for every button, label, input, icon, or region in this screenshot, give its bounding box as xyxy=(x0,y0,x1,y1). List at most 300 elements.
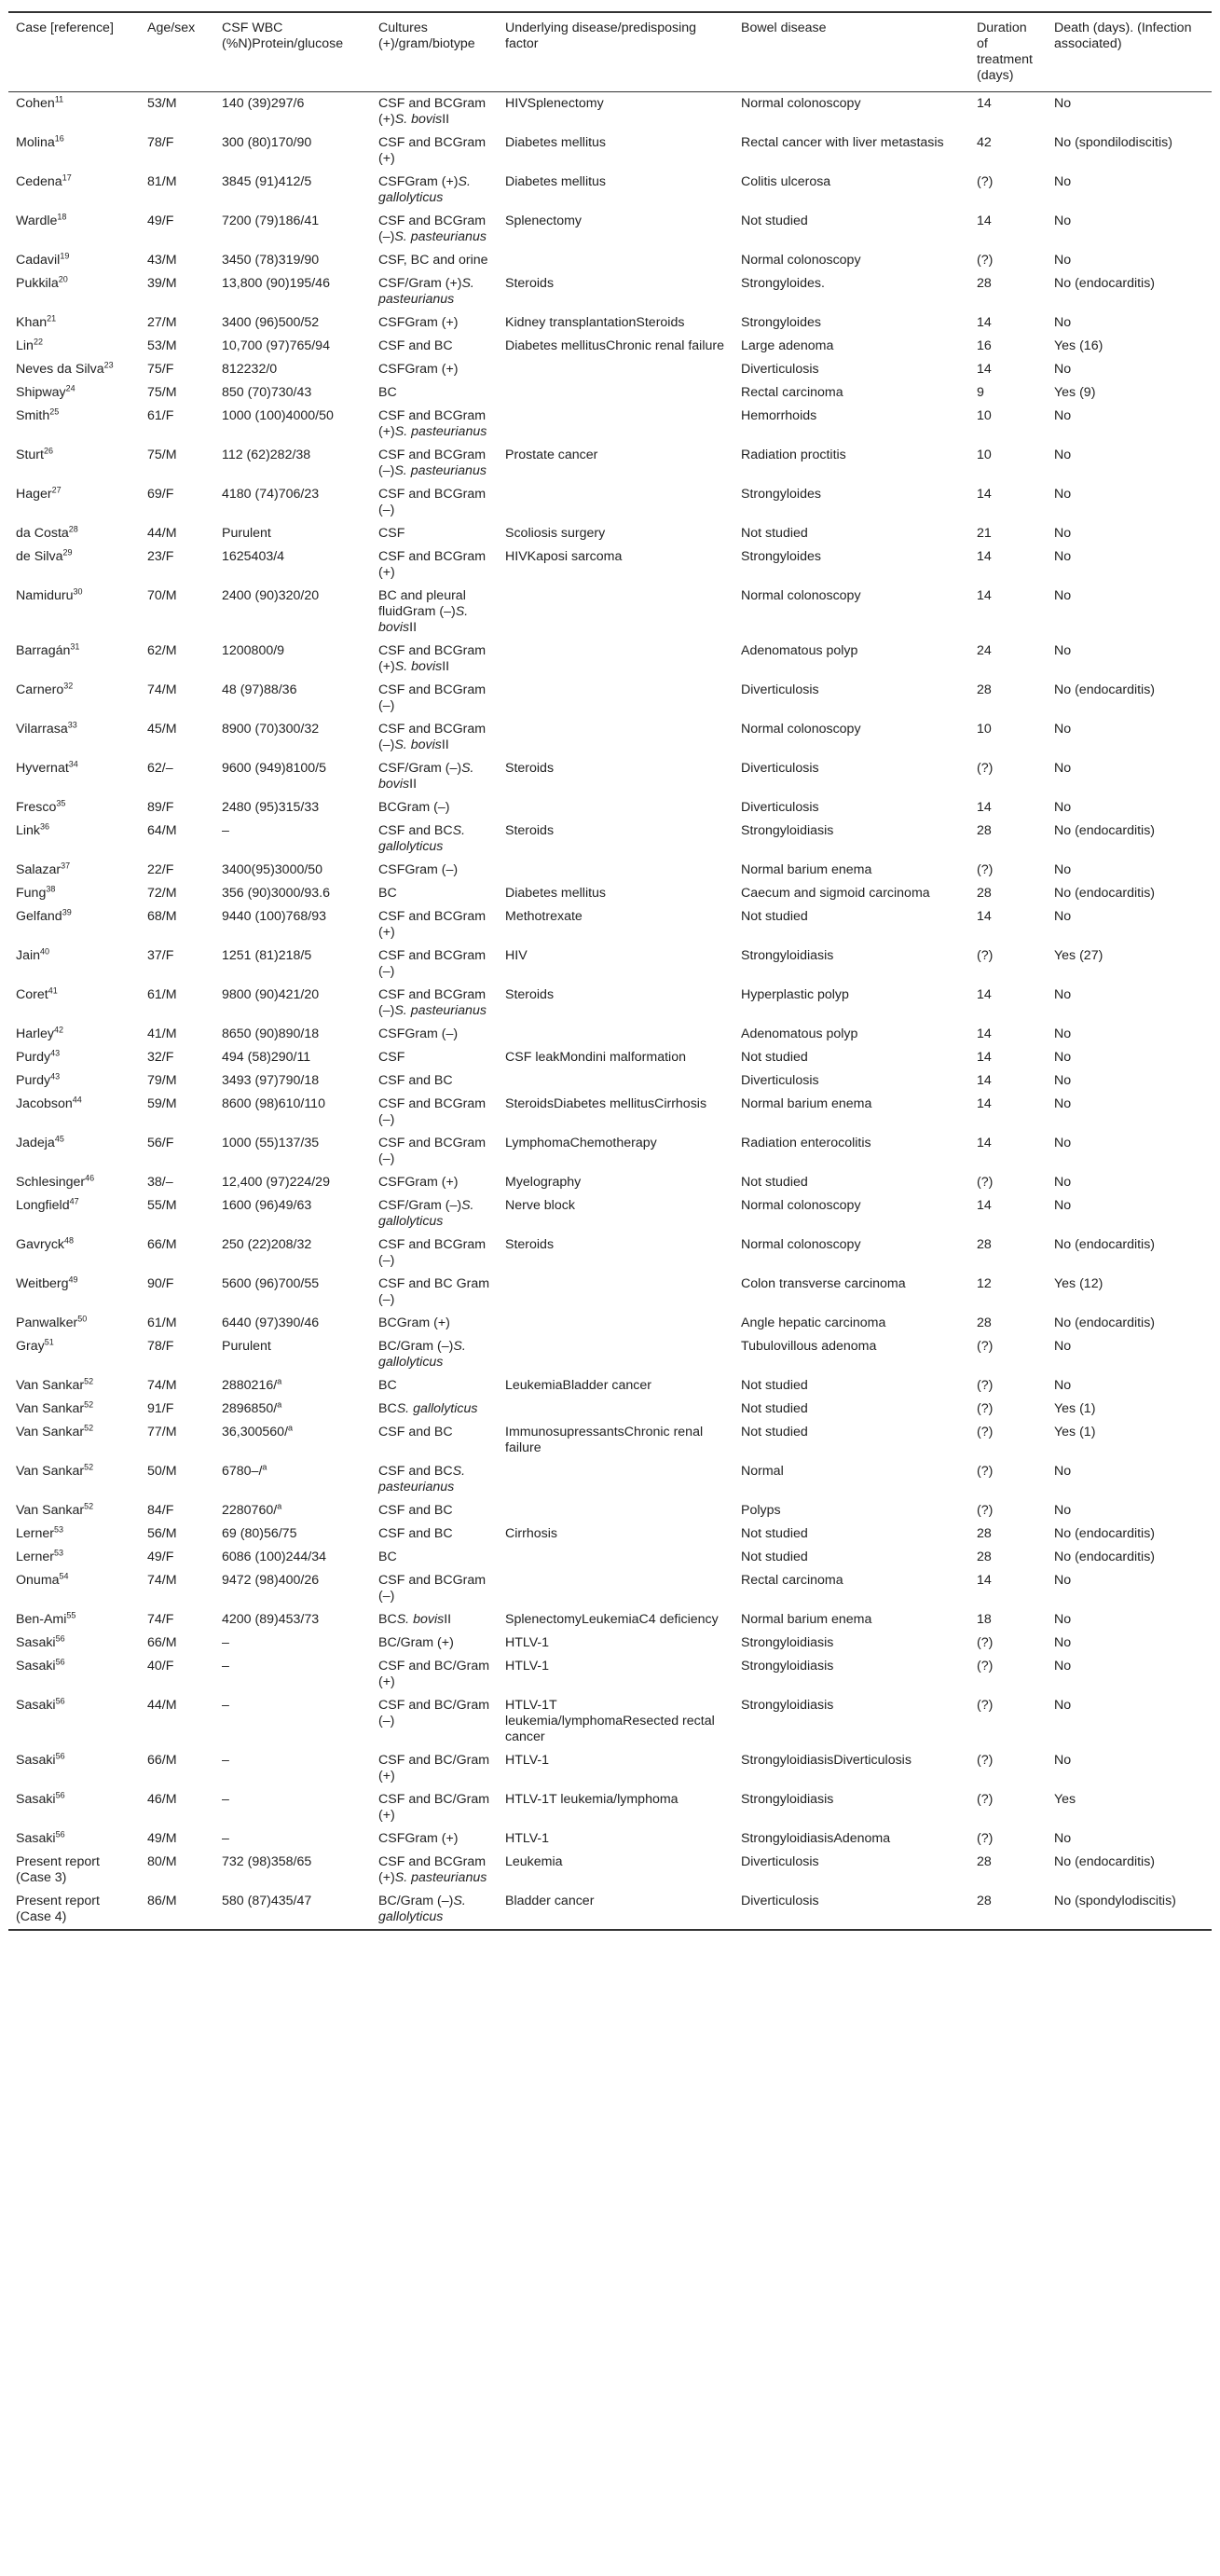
cell-death xyxy=(1047,757,1212,796)
row-spacer xyxy=(1054,604,1204,613)
cell-age-sex xyxy=(140,1093,214,1132)
death-text: No (endocarditis) xyxy=(1054,1316,1156,1330)
cell-death xyxy=(1047,1608,1212,1632)
cell-case xyxy=(8,1069,140,1093)
reference-number: 56 xyxy=(55,1790,65,1800)
reference-number: 20 xyxy=(58,274,68,284)
duration-text: 14 xyxy=(977,1073,992,1088)
death-text: No xyxy=(1054,487,1072,502)
cell-underlying xyxy=(498,859,733,882)
death-text: No xyxy=(1054,1753,1072,1768)
duration-text: (?) xyxy=(977,174,994,189)
death-text: No xyxy=(1054,1831,1072,1846)
cell-underlying xyxy=(498,1788,733,1827)
cell-bowel xyxy=(733,483,969,522)
duration-text: 14 xyxy=(977,909,992,924)
cell-case xyxy=(8,381,140,405)
cell-case xyxy=(8,1335,140,1374)
death-text: No xyxy=(1054,1136,1072,1150)
bowel-text: Rectal carcinoma xyxy=(741,385,843,400)
cell-underlying xyxy=(498,171,733,210)
cell-bowel xyxy=(733,796,969,820)
cell-death xyxy=(1047,1312,1212,1335)
cell-underlying xyxy=(498,358,733,381)
death-text: Yes (1) xyxy=(1054,1401,1096,1416)
age-sex: 80/M xyxy=(147,1854,177,1869)
cell-death xyxy=(1047,1569,1212,1608)
reference-number: 50 xyxy=(77,1314,88,1324)
reference-number: 26 xyxy=(43,446,53,456)
reference-number: 23 xyxy=(103,360,114,370)
cell-case xyxy=(8,483,140,522)
cell-bowel xyxy=(733,1398,969,1421)
death-text: No (spondylodiscitis) xyxy=(1054,1894,1176,1908)
cell-case xyxy=(8,1312,140,1335)
cell-case xyxy=(8,1890,140,1930)
cell-age-sex xyxy=(140,1312,214,1335)
underlying-text: Methotrexate xyxy=(505,909,583,924)
csf-footnote-mark: a xyxy=(277,1501,282,1511)
row-spacer xyxy=(1054,463,1204,473)
bowel-text: Normal xyxy=(741,1464,784,1479)
cell-csf xyxy=(214,1171,371,1194)
bowel-text: Not studied xyxy=(741,1050,808,1065)
csf-values: 2280760/ xyxy=(222,1503,278,1518)
cell-csf xyxy=(214,905,371,944)
reference-number: 54 xyxy=(59,1571,69,1581)
underlying-text: Scoliosis surgery xyxy=(505,526,606,541)
table-row xyxy=(8,1569,1212,1608)
bowel-text: Hemorrhoids xyxy=(741,408,817,423)
cell-cultures xyxy=(371,1827,498,1851)
age-sex: 56/M xyxy=(147,1526,177,1541)
csf-values: 6440 (97)390/46 xyxy=(222,1316,320,1330)
case-name: Present report (Case 4) xyxy=(16,1894,100,1924)
age-sex: 61/M xyxy=(147,987,177,1002)
death-text: No xyxy=(1054,96,1072,111)
cell-csf xyxy=(214,1827,371,1851)
culture-text: BC xyxy=(378,886,397,901)
cell-age-sex xyxy=(140,1890,214,1930)
cell-duration xyxy=(969,444,1047,483)
bowel-text: Normal colonoscopy xyxy=(741,253,861,268)
duration-text: 28 xyxy=(977,823,992,838)
cell-duration xyxy=(969,358,1047,381)
duration-text: 14 xyxy=(977,800,992,815)
bowel-text: Diverticulosis xyxy=(741,1894,819,1908)
death-text: No xyxy=(1054,1635,1072,1650)
cell-age-sex xyxy=(140,545,214,585)
duration-text: (?) xyxy=(977,1464,994,1479)
bowel-text: Normal barium enema xyxy=(741,862,872,877)
duration-text: 14 xyxy=(977,1096,992,1111)
age-sex: 56/F xyxy=(147,1136,174,1150)
duration-text: 28 xyxy=(977,276,992,291)
culture-text: CSF/Gram (–) xyxy=(378,1198,462,1213)
culture-text: CSF and BC/Gram (+) xyxy=(378,1792,490,1823)
underlying-text: HTLV-1 xyxy=(505,1753,550,1768)
reference-number: 46 xyxy=(85,1173,95,1183)
bowel-text: Normal barium enema xyxy=(741,1612,872,1627)
cell-death xyxy=(1047,249,1212,272)
cell-case xyxy=(8,1273,140,1312)
cell-cultures xyxy=(371,757,498,796)
underlying-text: HTLV-1T leukemia/lymphomaResected rectal cancer xyxy=(505,1698,715,1744)
cell-age-sex xyxy=(140,171,214,210)
cell-case xyxy=(8,444,140,483)
cell-case xyxy=(8,272,140,311)
case-name: Sasaki xyxy=(16,1635,56,1650)
cell-duration xyxy=(969,1069,1047,1093)
culture-text: CSFGram (–) xyxy=(378,1026,459,1041)
csf-values: 1600 (96)49/63 xyxy=(222,1198,312,1213)
case-name: Sasaki xyxy=(16,1792,56,1807)
cell-underlying xyxy=(498,335,733,358)
cell-duration xyxy=(969,1522,1047,1546)
cell-death xyxy=(1047,1335,1212,1374)
culture-text: BC/Gram (–) xyxy=(378,1339,454,1354)
csf-values: – xyxy=(222,1792,229,1807)
duration-text: (?) xyxy=(977,1339,994,1354)
table-row xyxy=(8,92,1212,132)
csf-values: 1251 (81)218/5 xyxy=(222,948,312,963)
duration-text: (?) xyxy=(977,1503,994,1518)
cell-age-sex xyxy=(140,1069,214,1093)
age-sex: 74/M xyxy=(147,1378,177,1393)
cell-duration xyxy=(969,1608,1047,1632)
table-row xyxy=(8,757,1212,796)
duration-text: 14 xyxy=(977,1050,992,1065)
row-spacer xyxy=(1054,1214,1204,1223)
cell-death xyxy=(1047,796,1212,820)
culture-text: CSF and BCGram (–) xyxy=(378,214,487,244)
cell-csf xyxy=(214,405,371,444)
age-sex: 23/F xyxy=(147,549,174,564)
bowel-text: Polyps xyxy=(741,1503,781,1518)
csf-values: 2480 (95)315/33 xyxy=(222,800,320,815)
table-row xyxy=(8,358,1212,381)
cell-cultures xyxy=(371,679,498,718)
cell-duration xyxy=(969,1655,1047,1694)
table-row xyxy=(8,882,1212,905)
cell-cultures xyxy=(371,381,498,405)
underlying-text: ImmunosupressantsChronic renal failure xyxy=(505,1425,704,1455)
table-row xyxy=(8,679,1212,718)
cell-cultures xyxy=(371,640,498,679)
cell-csf xyxy=(214,381,371,405)
csf-values: 112 (62)282/38 xyxy=(222,448,311,462)
cell-csf xyxy=(214,1460,371,1499)
csf-footnote-mark: a xyxy=(262,1462,267,1472)
age-sex: 66/M xyxy=(147,1635,177,1650)
reference-number: 31 xyxy=(70,641,80,652)
culture-biotype: II xyxy=(409,777,418,792)
cell-bowel xyxy=(733,640,969,679)
duration-text: (?) xyxy=(977,1792,994,1807)
cell-underlying xyxy=(498,1608,733,1632)
age-sex: 55/M xyxy=(147,1198,177,1213)
death-text: No xyxy=(1054,253,1072,268)
csf-values: 300 (80)170/90 xyxy=(222,135,312,150)
cell-bowel xyxy=(733,1273,969,1312)
cell-csf xyxy=(214,545,371,585)
death-text: No xyxy=(1054,362,1072,377)
cell-underlying xyxy=(498,1655,733,1694)
bowel-text: Strongyloides. xyxy=(741,276,825,291)
underlying-text: LeukemiaBladder cancer xyxy=(505,1378,651,1393)
cell-age-sex xyxy=(140,249,214,272)
case-name: Van Sankar xyxy=(16,1464,85,1479)
csf-footnote-mark: a xyxy=(277,1399,282,1410)
culture-text: CSF and BC xyxy=(378,1425,453,1440)
age-sex: 78/F xyxy=(147,1339,174,1354)
cell-cultures xyxy=(371,718,498,757)
csf-values: 9600 (949)8100/5 xyxy=(222,761,327,776)
culture-organism: S. bovis xyxy=(394,659,443,674)
cell-bowel xyxy=(733,1233,969,1273)
cell-underlying xyxy=(498,1569,733,1608)
culture-biotype: II xyxy=(444,1612,452,1627)
cell-cultures xyxy=(371,859,498,882)
death-text: Yes (27) xyxy=(1054,948,1103,963)
cell-bowel xyxy=(733,1312,969,1335)
cell-bowel xyxy=(733,358,969,381)
age-sex: 44/M xyxy=(147,1698,177,1713)
case-name: Purdy xyxy=(16,1073,51,1088)
underlying-text: Bladder cancer xyxy=(505,1894,595,1908)
age-sex: 81/M xyxy=(147,174,177,189)
cell-bowel xyxy=(733,1694,969,1749)
age-sex: 89/F xyxy=(147,800,174,815)
bowel-text: Normal colonoscopy xyxy=(741,1237,861,1252)
death-text: No xyxy=(1054,1573,1072,1588)
bowel-text: StrongyloidiasisAdenoma xyxy=(741,1831,891,1846)
culture-text: CSF and BCGram (+) xyxy=(378,408,487,439)
cell-cultures xyxy=(371,545,498,585)
table-row xyxy=(8,1890,1212,1930)
age-sex: 68/M xyxy=(147,909,177,924)
cell-duration xyxy=(969,1374,1047,1398)
cell-death xyxy=(1047,1827,1212,1851)
cell-death xyxy=(1047,1694,1212,1749)
table-row xyxy=(8,1694,1212,1749)
row-spacer xyxy=(1054,112,1204,121)
cell-cultures xyxy=(371,483,498,522)
cell-case xyxy=(8,171,140,210)
cell-csf xyxy=(214,1749,371,1788)
cell-bowel xyxy=(733,1460,969,1499)
cell-death xyxy=(1047,1374,1212,1398)
cell-death xyxy=(1047,1655,1212,1694)
cell-cultures xyxy=(371,1069,498,1093)
cell-bowel xyxy=(733,1499,969,1522)
reference-number: 56 xyxy=(55,1829,65,1839)
cell-cultures xyxy=(371,249,498,272)
culture-text: CSF and BCGram (–) xyxy=(378,722,487,752)
age-sex: 38/– xyxy=(147,1175,173,1190)
cell-age-sex xyxy=(140,1132,214,1171)
underlying-text: Steroids xyxy=(505,761,555,776)
table-row xyxy=(8,272,1212,311)
culture-text: BC xyxy=(378,1612,397,1627)
cell-underlying xyxy=(498,1132,733,1171)
cell-death xyxy=(1047,1546,1212,1569)
cell-cultures xyxy=(371,796,498,820)
case-name: Shipway xyxy=(16,385,66,400)
cell-cultures xyxy=(371,944,498,984)
table-row xyxy=(8,1233,1212,1273)
cell-cultures xyxy=(371,1312,498,1335)
culture-text: CSF and BCGram (+) xyxy=(378,96,487,127)
case-name: Molina xyxy=(16,135,55,150)
death-text: No xyxy=(1054,1198,1072,1213)
cell-csf xyxy=(214,796,371,820)
cell-case xyxy=(8,859,140,882)
culture-text: CSF and BC xyxy=(378,1503,453,1518)
cell-age-sex xyxy=(140,358,214,381)
duration-text: (?) xyxy=(977,761,994,776)
case-name: Harley xyxy=(16,1026,54,1041)
cell-cultures xyxy=(371,1788,498,1827)
csf-values: 3845 (91)412/5 xyxy=(222,174,312,189)
age-sex: 53/M xyxy=(147,338,177,353)
case-name: Sasaki xyxy=(16,1753,56,1768)
cell-bowel xyxy=(733,882,969,905)
age-sex: 43/M xyxy=(147,253,177,268)
culture-text: BC/Gram (–) xyxy=(378,1894,454,1908)
culture-text: CSFGram (+) xyxy=(378,174,459,189)
cell-duration xyxy=(969,944,1047,984)
cell-cultures xyxy=(371,905,498,944)
case-name: Van Sankar xyxy=(16,1425,85,1440)
table-row xyxy=(8,1608,1212,1632)
csf-values: – xyxy=(222,1698,229,1713)
duration-text: 10 xyxy=(977,722,992,737)
underlying-text: Steroids xyxy=(505,276,555,291)
bowel-text: Rectal carcinoma xyxy=(741,1573,843,1588)
age-sex: 86/M xyxy=(147,1894,177,1908)
cell-age-sex xyxy=(140,859,214,882)
cell-underlying xyxy=(498,1374,733,1398)
bowel-text: Strongyloidiasis xyxy=(741,1698,834,1713)
table-row xyxy=(8,1398,1212,1421)
age-sex: 59/M xyxy=(147,1096,177,1111)
cell-case xyxy=(8,1374,140,1398)
duration-text: (?) xyxy=(977,948,994,963)
table-row xyxy=(8,1335,1212,1374)
age-sex: 75/F xyxy=(147,362,174,377)
cell-bowel xyxy=(733,131,969,171)
reference-number: 22 xyxy=(33,337,43,347)
case-name: Sasaki xyxy=(16,1831,56,1846)
cell-duration xyxy=(969,1749,1047,1788)
cell-csf xyxy=(214,483,371,522)
cell-age-sex xyxy=(140,585,214,640)
table-row xyxy=(8,381,1212,405)
cell-underlying xyxy=(498,1851,733,1890)
death-text: No xyxy=(1054,1339,1072,1354)
reference-number: 38 xyxy=(46,884,56,894)
duration-text: 14 xyxy=(977,549,992,564)
duration-text: 28 xyxy=(977,1854,992,1869)
death-text: No (endocarditis) xyxy=(1054,823,1156,838)
reference-number: 25 xyxy=(49,406,60,417)
reference-number: 48 xyxy=(64,1235,75,1246)
cell-case xyxy=(8,545,140,585)
cell-case xyxy=(8,1655,140,1694)
bowel-text: Not studied xyxy=(741,1175,808,1190)
reference-number: 43 xyxy=(50,1048,61,1058)
table-row xyxy=(8,1273,1212,1312)
cell-duration xyxy=(969,545,1047,585)
cell-duration xyxy=(969,1335,1047,1374)
table-row xyxy=(8,545,1212,585)
case-name: de Silva xyxy=(16,549,63,564)
cell-bowel xyxy=(733,1788,969,1827)
cell-csf xyxy=(214,249,371,272)
cell-age-sex xyxy=(140,1608,214,1632)
culture-text: CSF and BCGram (–) xyxy=(378,1573,487,1604)
cell-case xyxy=(8,358,140,381)
cell-age-sex xyxy=(140,944,214,984)
table-row xyxy=(8,1046,1212,1069)
cell-death xyxy=(1047,585,1212,640)
cell-death xyxy=(1047,1522,1212,1546)
death-text: No xyxy=(1054,862,1072,877)
case-name: Weitberg xyxy=(16,1276,69,1291)
culture-text: CSF and BC xyxy=(378,1526,453,1541)
case-name: Van Sankar xyxy=(16,1401,85,1416)
cell-age-sex xyxy=(140,1546,214,1569)
duration-text: 14 xyxy=(977,362,992,377)
culture-text: CSF and BC xyxy=(378,1464,453,1479)
reference-number: 28 xyxy=(68,524,78,534)
cell-duration xyxy=(969,1093,1047,1132)
reference-number: 37 xyxy=(61,861,71,871)
underlying-text: Diabetes mellitus xyxy=(505,886,607,901)
table-row xyxy=(8,640,1212,679)
culture-text: CSF and BCGram (–) xyxy=(378,1136,487,1166)
cell-bowel xyxy=(733,1851,969,1890)
csf-values: 850 (70)730/43 xyxy=(222,385,312,400)
case-name: Gavryck xyxy=(16,1237,65,1252)
cell-cultures xyxy=(371,1694,498,1749)
age-sex: 41/M xyxy=(147,1026,177,1041)
table-row xyxy=(8,483,1212,522)
case-name: Neves da Silva xyxy=(16,362,104,377)
cell-underlying xyxy=(498,820,733,859)
table-row xyxy=(8,1632,1212,1655)
culture-text: CSF and BC/Gram (+) xyxy=(378,1659,490,1689)
cell-cultures xyxy=(371,1233,498,1273)
underlying-text: SteroidsDiabetes mellitusCirrhosis xyxy=(505,1096,707,1111)
cell-case xyxy=(8,1171,140,1194)
duration-text: 12 xyxy=(977,1276,992,1291)
cell-bowel xyxy=(733,272,969,311)
bowel-text: Tubulovillous adenoma xyxy=(741,1339,877,1354)
table-row xyxy=(8,1023,1212,1046)
csf-values: 7200 (79)186/41 xyxy=(222,214,320,228)
age-sex: 50/M xyxy=(147,1464,177,1479)
cell-death xyxy=(1047,1421,1212,1460)
case-name: Cedena xyxy=(16,174,62,189)
cell-age-sex xyxy=(140,131,214,171)
culture-biotype: II xyxy=(442,659,450,674)
cell-case xyxy=(8,249,140,272)
culture-text: BC xyxy=(378,385,397,400)
cell-csf xyxy=(214,1788,371,1827)
cell-csf xyxy=(214,1312,371,1335)
